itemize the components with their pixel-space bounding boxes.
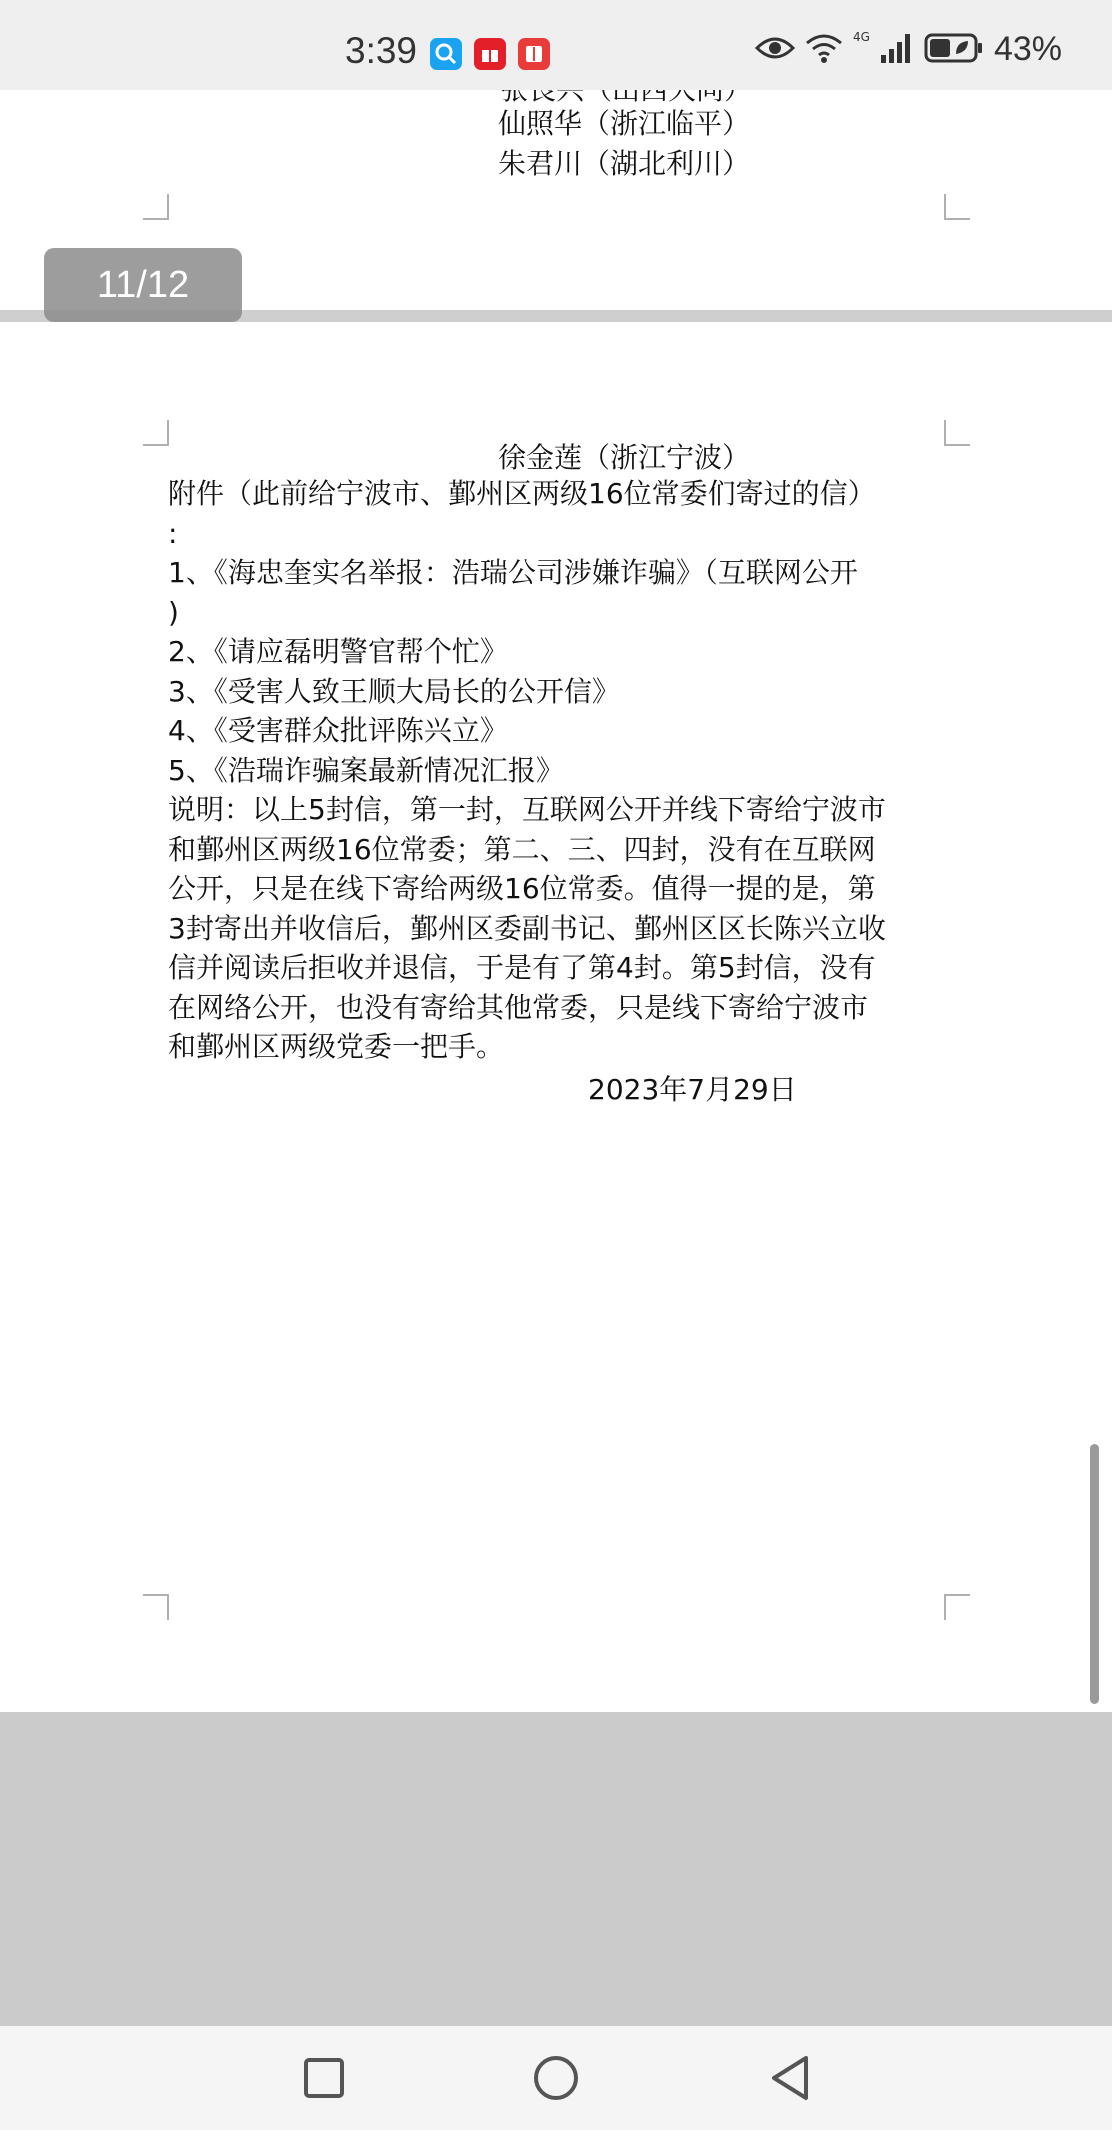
paragraph: 5、《浩瑞诈骗案最新情况汇报》 bbox=[168, 753, 564, 787]
circle-icon bbox=[528, 2050, 584, 2106]
paragraph: 3封寄出并收信后，鄞州区委副书记、鄞州区区长陈兴立收 bbox=[168, 911, 886, 945]
paragraph: 3、《受害人致王顺大局长的公开信》 bbox=[168, 674, 620, 708]
paragraph: ) bbox=[168, 595, 179, 629]
paragraph: 公开，只是在线下寄给两级16位常委。值得一提的是，第 bbox=[168, 872, 876, 905]
page-corner-mark bbox=[944, 1594, 970, 1620]
battery-percent: 43% bbox=[993, 30, 1062, 68]
signer-line: 徐金莲（浙江宁波） bbox=[498, 441, 751, 474]
network-type: 4G bbox=[853, 30, 870, 44]
triangle-back-icon bbox=[762, 2050, 818, 2106]
document-body bbox=[168, 474, 948, 1067]
paragraph: 1、《海忠奎实名举报：浩瑞公司涉嫌诈骗》（互联网公开 bbox=[168, 556, 858, 589]
paragraph: 在网络公开，也没有寄给其他常委，只是线下寄给宁波市 bbox=[168, 990, 869, 1024]
signal-icon bbox=[880, 33, 914, 67]
date-line: 2023年7月29日 bbox=[588, 1073, 797, 1106]
clock: 3:39 bbox=[345, 30, 418, 71]
paragraph: 信并阅读后拒收并退信，于是有了第4封。第5封信，没有 bbox=[168, 951, 876, 984]
paragraph: 说明：以上5封信，第一封，互联网公开并线下寄给宁波市 bbox=[168, 793, 886, 826]
page-corner-mark bbox=[143, 420, 169, 446]
paragraph: : bbox=[168, 516, 178, 550]
page-corner-mark bbox=[944, 194, 970, 220]
eye-icon bbox=[755, 34, 795, 66]
square-icon bbox=[296, 2050, 352, 2106]
book-app-icon bbox=[518, 38, 550, 70]
back-button[interactable] bbox=[762, 2050, 818, 2106]
navigation-bar bbox=[0, 2026, 1112, 2130]
page-corner-mark bbox=[143, 194, 169, 220]
home-button[interactable] bbox=[528, 2050, 584, 2106]
paragraph: 和鄞州区两级16位常委；第二、三、四封，没有在互联网 bbox=[168, 832, 876, 866]
page-corner-mark bbox=[143, 1594, 169, 1620]
search-app-icon bbox=[430, 38, 462, 70]
name-line: 仙照华（浙江临平） bbox=[498, 107, 751, 140]
paragraph: 4、《受害群众批评陈兴立》 bbox=[168, 714, 508, 747]
page-corner-mark bbox=[944, 420, 970, 446]
name-line: 朱君川（湖北利川） bbox=[498, 147, 751, 180]
paragraph: 2、《请应磊明警官帮个忙》 bbox=[168, 635, 508, 668]
scrollbar-thumb[interactable] bbox=[1090, 1444, 1099, 1704]
page-indicator: 11/12 bbox=[44, 248, 242, 322]
paragraph: 附件（此前给宁波市、鄞州区两级16位常委们寄过的信） bbox=[168, 477, 876, 510]
wifi-icon bbox=[805, 33, 843, 67]
status-bar bbox=[0, 0, 1112, 90]
battery-icon bbox=[924, 32, 984, 68]
paragraph: 和鄞州区两级党委一把手。 bbox=[168, 1030, 505, 1063]
recents-button[interactable] bbox=[296, 2050, 352, 2106]
gift-app-icon bbox=[474, 38, 506, 70]
